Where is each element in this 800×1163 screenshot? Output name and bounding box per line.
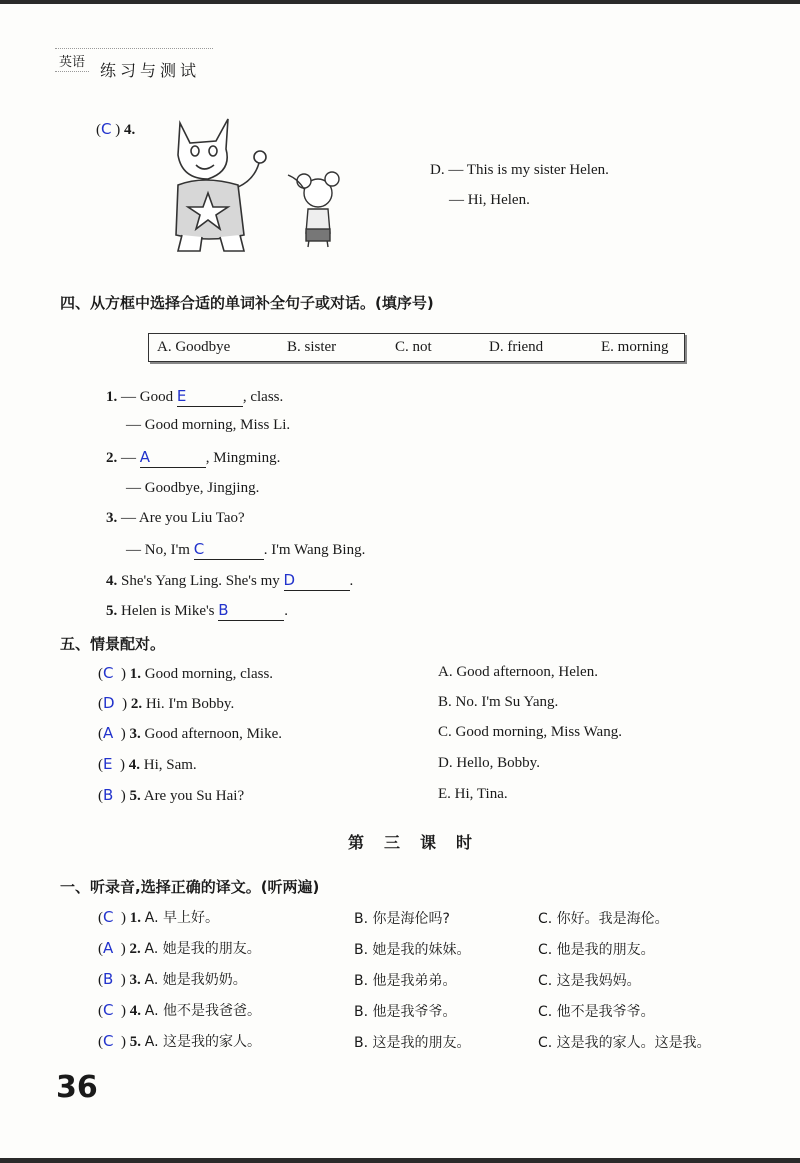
word-e: E. morning <box>601 339 669 355</box>
q4-answer: C <box>101 120 112 138</box>
section1-title: 一、听录音,选择正确的译文。(听两遍) <box>60 878 320 896</box>
s4-item3-answer: C <box>193 540 205 558</box>
header-title: 练习与测试 <box>100 61 201 80</box>
q4-answer-row: (C ) 4. <box>96 120 136 138</box>
s1-item1-b: B. 你是海伦吗? <box>354 911 450 927</box>
section4-title: 四、从方框中选择合适的单词补全句子或对话。(填序号) <box>60 294 434 312</box>
s1-item1: (C ) 1. A. 早上好。 <box>98 908 219 926</box>
s4-item4-answer: D <box>283 571 296 589</box>
word-box <box>148 333 685 362</box>
s1-item3: (B ) 3. A. 她是我奶奶。 <box>98 970 247 988</box>
header-subject: 英语 <box>55 50 89 72</box>
q4-option-line1: D. — This is my sister Helen. <box>430 162 609 178</box>
page-number: 36 <box>56 1070 98 1105</box>
s5-item4: (E ) 4. Hi, Sam. <box>98 755 197 773</box>
word-a: A. Goodbye <box>157 339 231 355</box>
s5-option-a: A. Good afternoon, Helen. <box>438 664 598 680</box>
s4-item3-line: — No, I'm C . I'm Wang Bing. <box>126 540 366 558</box>
s4-item5-answer: B <box>218 601 229 619</box>
s5-option-b: B. No. I'm Su Yang. <box>438 694 559 710</box>
s4-item1-reply: — Good morning, Miss Li. <box>126 417 291 433</box>
q4-option-line2: — Hi, Helen. <box>449 192 530 208</box>
s4-item1-line: 1. — Good E , class. <box>106 387 284 405</box>
s1-item5-c: C. 这是我的家人。这是我。 <box>538 1035 711 1051</box>
s1-item1-answer: C <box>103 908 114 926</box>
s5-item5: (B ) 5. Are you Su Hai? <box>98 786 245 804</box>
s5-item3-answer: A <box>103 724 114 742</box>
s4-item2-reply: — Goodbye, Jingjing. <box>126 480 260 496</box>
s5-option-e: E. Hi, Tina. <box>438 786 508 802</box>
s1-item3-b: B. 他是我弟弟。 <box>354 973 457 989</box>
s1-item5: (C ) 5. A. 这是我的家人。 <box>98 1032 261 1050</box>
s1-item4: (C ) 4. A. 他不是我爸爸。 <box>98 1001 261 1019</box>
s1-item2: (A ) 2. A. 她是我的朋友。 <box>98 939 261 957</box>
s5-option-d: D. Hello, Bobby. <box>438 755 540 771</box>
cat-and-mouse-illustration <box>168 115 348 260</box>
s1-item2-b: B. 她是我的妹妹。 <box>354 942 471 958</box>
s4-item5-line: 5. Helen is Mike's B . <box>106 601 289 619</box>
top-rule <box>0 0 800 4</box>
s4-item1-answer: E <box>176 387 187 405</box>
s4-item3-question: 3. — Are you Liu Tao? <box>106 510 245 526</box>
s5-item4-answer: E <box>103 755 113 773</box>
s1-item2-c: C. 他是我的朋友。 <box>538 942 655 958</box>
s1-item2-answer: A <box>103 939 114 957</box>
s5-item5-answer: B <box>103 786 114 804</box>
s5-item1: (C ) 1. Good morning, class. <box>98 664 274 682</box>
s1-item4-answer: C <box>103 1001 114 1019</box>
section5-title: 五、情景配对。 <box>60 635 166 653</box>
s5-item2-answer: D <box>103 694 115 712</box>
s5-item3: (A ) 3. Good afternoon, Mike. <box>98 724 282 742</box>
s5-item1-answer: C <box>103 664 114 682</box>
lesson-title: 第三课时 <box>348 833 493 852</box>
word-d: D. friend <box>489 339 544 355</box>
word-c: C. not <box>395 339 432 355</box>
s4-item2-line: 2. — A , Mingming. <box>106 448 281 466</box>
s1-item1-c: C. 你好。我是海伦。 <box>538 911 669 927</box>
s1-item4-b: B. 他是我爷爷。 <box>354 1004 457 1020</box>
word-b: B. sister <box>287 339 337 355</box>
s4-item4-line: 4. She's Yang Ling. She's my D . <box>106 571 354 589</box>
q4-number: 4. <box>123 122 136 138</box>
s1-item5-b: B. 这是我的朋友。 <box>354 1035 471 1051</box>
s5-option-c: C. Good morning, Miss Wang. <box>438 724 622 740</box>
s1-item3-c: C. 这是我妈妈。 <box>538 973 641 989</box>
s1-item3-answer: B <box>103 970 114 988</box>
s1-item4-c: C. 他不是我爷爷。 <box>538 1004 655 1020</box>
s5-item2: (D ) 2. Hi. I'm Bobby. <box>98 694 235 712</box>
s4-item2-answer: A <box>139 448 151 466</box>
s1-item5-answer: C <box>103 1032 114 1050</box>
bottom-rule <box>0 1158 800 1163</box>
